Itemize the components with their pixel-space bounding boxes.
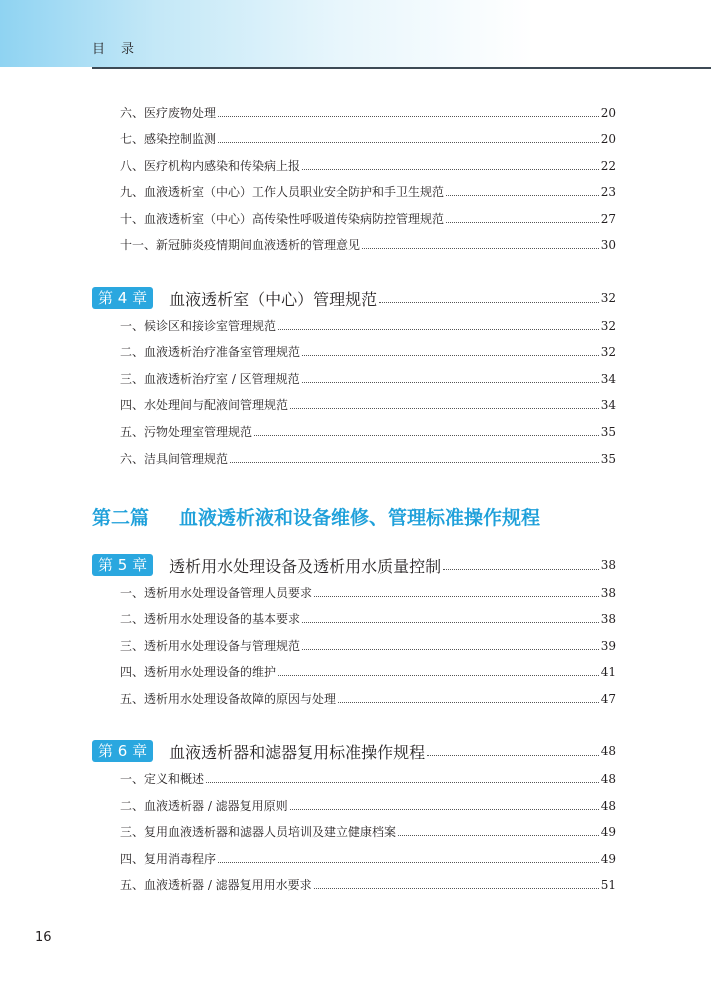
toc-entry[interactable]: [120, 849, 616, 869]
toc-entry-page: 38: [600, 586, 616, 600]
dot-leader: [278, 329, 599, 330]
dot-leader: [443, 569, 599, 570]
toc-entry[interactable]: [120, 583, 616, 603]
toc-entry-title: 二、透析用水处理设备的基本要求: [120, 612, 301, 626]
toc-part-2[interactable]: [92, 503, 652, 533]
toc-entry-page: 35: [600, 452, 616, 466]
chapter-title: 血液透析室（中心）管理规范: [169, 289, 378, 309]
dot-leader: [302, 622, 599, 623]
toc-entry-title: 四、复用消毒程序: [120, 852, 217, 866]
toc-entry-title: 三、透析用水处理设备与管理规范: [120, 639, 301, 653]
toc-entry-title: 八、医疗机构内感染和传染病上报: [120, 159, 301, 173]
dot-leader: [290, 408, 599, 409]
dot-leader: [398, 835, 599, 836]
dot-leader: [302, 169, 599, 170]
toc-entry-page: 23: [600, 185, 616, 199]
toc-entry-page: 39: [600, 639, 616, 653]
toc-entry-title: 一、候诊区和接诊室管理规范: [120, 319, 277, 333]
chapter-badge: 第 6 章: [92, 740, 153, 762]
toc-entry-title: 三、血液透析治疗室 / 区管理规范: [120, 372, 300, 386]
dot-leader: [218, 862, 599, 863]
toc-entry-title: 四、透析用水处理设备的维护: [120, 665, 277, 679]
toc-entry[interactable]: [120, 235, 616, 255]
toc-entry[interactable]: [120, 662, 616, 682]
toc-entry[interactable]: [120, 769, 616, 789]
dot-leader: [254, 435, 599, 436]
toc-entry-page: 47: [600, 692, 616, 706]
dot-leader: [446, 222, 599, 223]
chapter-page: 48: [600, 744, 616, 758]
toc-entry-page: 22: [600, 159, 616, 173]
dot-leader: [379, 302, 599, 303]
chapter-badge: 第 4 章: [92, 287, 153, 309]
toc-entry[interactable]: [120, 875, 616, 895]
chapter-page: 32: [600, 291, 616, 305]
page-header-title: 目录: [92, 42, 151, 57]
toc-entry[interactable]: [120, 822, 616, 842]
part-label: 第二篇: [92, 507, 150, 529]
part-title: 血液透析液和设备维修、管理标准操作规程: [179, 507, 541, 529]
toc-entry-page: 32: [600, 345, 616, 359]
toc-entry-page: 41: [600, 665, 616, 679]
toc-entry[interactable]: [120, 209, 616, 229]
toc-entry[interactable]: [120, 156, 616, 176]
toc-entry-page: 30: [600, 238, 616, 252]
toc-entry-title: 三、复用血液透析器和滤器人员培训及建立健康档案: [120, 825, 397, 839]
toc-entry-page: 20: [600, 132, 616, 146]
dot-leader: [362, 248, 599, 249]
toc-entry-page: 48: [600, 799, 616, 813]
toc-chapter-5[interactable]: [92, 553, 616, 577]
toc-entry-title: 七、感染控制监测: [120, 132, 217, 146]
toc-entry-title: 五、透析用水处理设备故障的原因与处理: [120, 692, 337, 706]
dot-leader: [314, 596, 599, 597]
toc-entry-page: 20: [600, 106, 616, 120]
dot-leader: [206, 782, 599, 783]
toc-entry-title: 五、血液透析器 / 滤器复用用水要求: [120, 878, 312, 892]
dot-leader: [278, 675, 599, 676]
toc-chapter-6[interactable]: [92, 739, 616, 763]
toc-entry-title: 二、血液透析器 / 滤器复用原则: [120, 799, 288, 813]
chapter-title: 血液透析器和滤器复用标准操作规程: [169, 742, 426, 762]
toc-entry-page: 48: [600, 772, 616, 786]
toc-entry[interactable]: [120, 395, 616, 415]
dot-leader: [302, 649, 599, 650]
toc-entry[interactable]: [120, 609, 616, 629]
chapter-badge: 第 5 章: [92, 554, 153, 576]
toc-entry[interactable]: [120, 342, 616, 362]
toc-entry-title: 二、血液透析治疗准备室管理规范: [120, 345, 301, 359]
dot-leader: [218, 142, 599, 143]
toc-entry-page: 34: [600, 372, 616, 386]
toc-entry[interactable]: [120, 449, 616, 469]
page-number: 16: [35, 930, 52, 945]
toc-entry[interactable]: [120, 422, 616, 442]
toc-entry-page: 32: [600, 319, 616, 333]
toc-entry-title: 一、定义和概述: [120, 772, 205, 786]
toc-entry-title: 五、污物处理室管理规范: [120, 425, 253, 439]
dot-leader: [230, 462, 599, 463]
toc-entry[interactable]: [120, 369, 616, 389]
toc-entry-title: 十一、新冠肺炎疫情期间血液透析的管理意见: [120, 238, 361, 252]
toc-entry-page: 49: [600, 852, 616, 866]
chapter-page: 38: [600, 558, 616, 572]
toc-chapter-4[interactable]: [92, 286, 616, 310]
dot-leader: [218, 116, 599, 117]
toc-entry-page: 51: [600, 878, 616, 892]
toc-entry-title: 六、医疗废物处理: [120, 106, 217, 120]
toc-entry[interactable]: [120, 182, 616, 202]
toc-entry[interactable]: [120, 796, 616, 816]
toc-entry[interactable]: [120, 129, 616, 149]
toc-entry[interactable]: [120, 103, 616, 123]
chapter-title: 透析用水处理设备及透析用水质量控制: [169, 556, 442, 576]
toc-entry-page: 35: [600, 425, 616, 439]
toc-entry[interactable]: [120, 636, 616, 656]
toc-entry-title: 十、血液透析室（中心）高传染性呼吸道传染病防控管理规范: [120, 212, 445, 226]
toc-entry-title: 九、血液透析室（中心）工作人员职业安全防护和手卫生规范: [120, 185, 445, 199]
toc-entry[interactable]: [120, 689, 616, 709]
toc-entry-page: 38: [600, 612, 616, 626]
toc-entry-page: 27: [600, 212, 616, 226]
toc-entry-page: 34: [600, 398, 616, 412]
toc-entry-title: 一、透析用水处理设备管理人员要求: [120, 586, 313, 600]
dot-leader: [446, 195, 599, 196]
toc-entry[interactable]: [120, 316, 616, 336]
dot-leader: [302, 355, 599, 356]
toc-entry-title: 四、水处理间与配液间管理规范: [120, 398, 289, 412]
toc-entry-title: 六、洁具间管理规范: [120, 452, 229, 466]
toc-entry-page: 49: [600, 825, 616, 839]
dot-leader: [302, 382, 599, 383]
dot-leader: [427, 755, 599, 756]
dot-leader: [338, 702, 599, 703]
dot-leader: [290, 809, 599, 810]
dot-leader: [314, 888, 599, 889]
